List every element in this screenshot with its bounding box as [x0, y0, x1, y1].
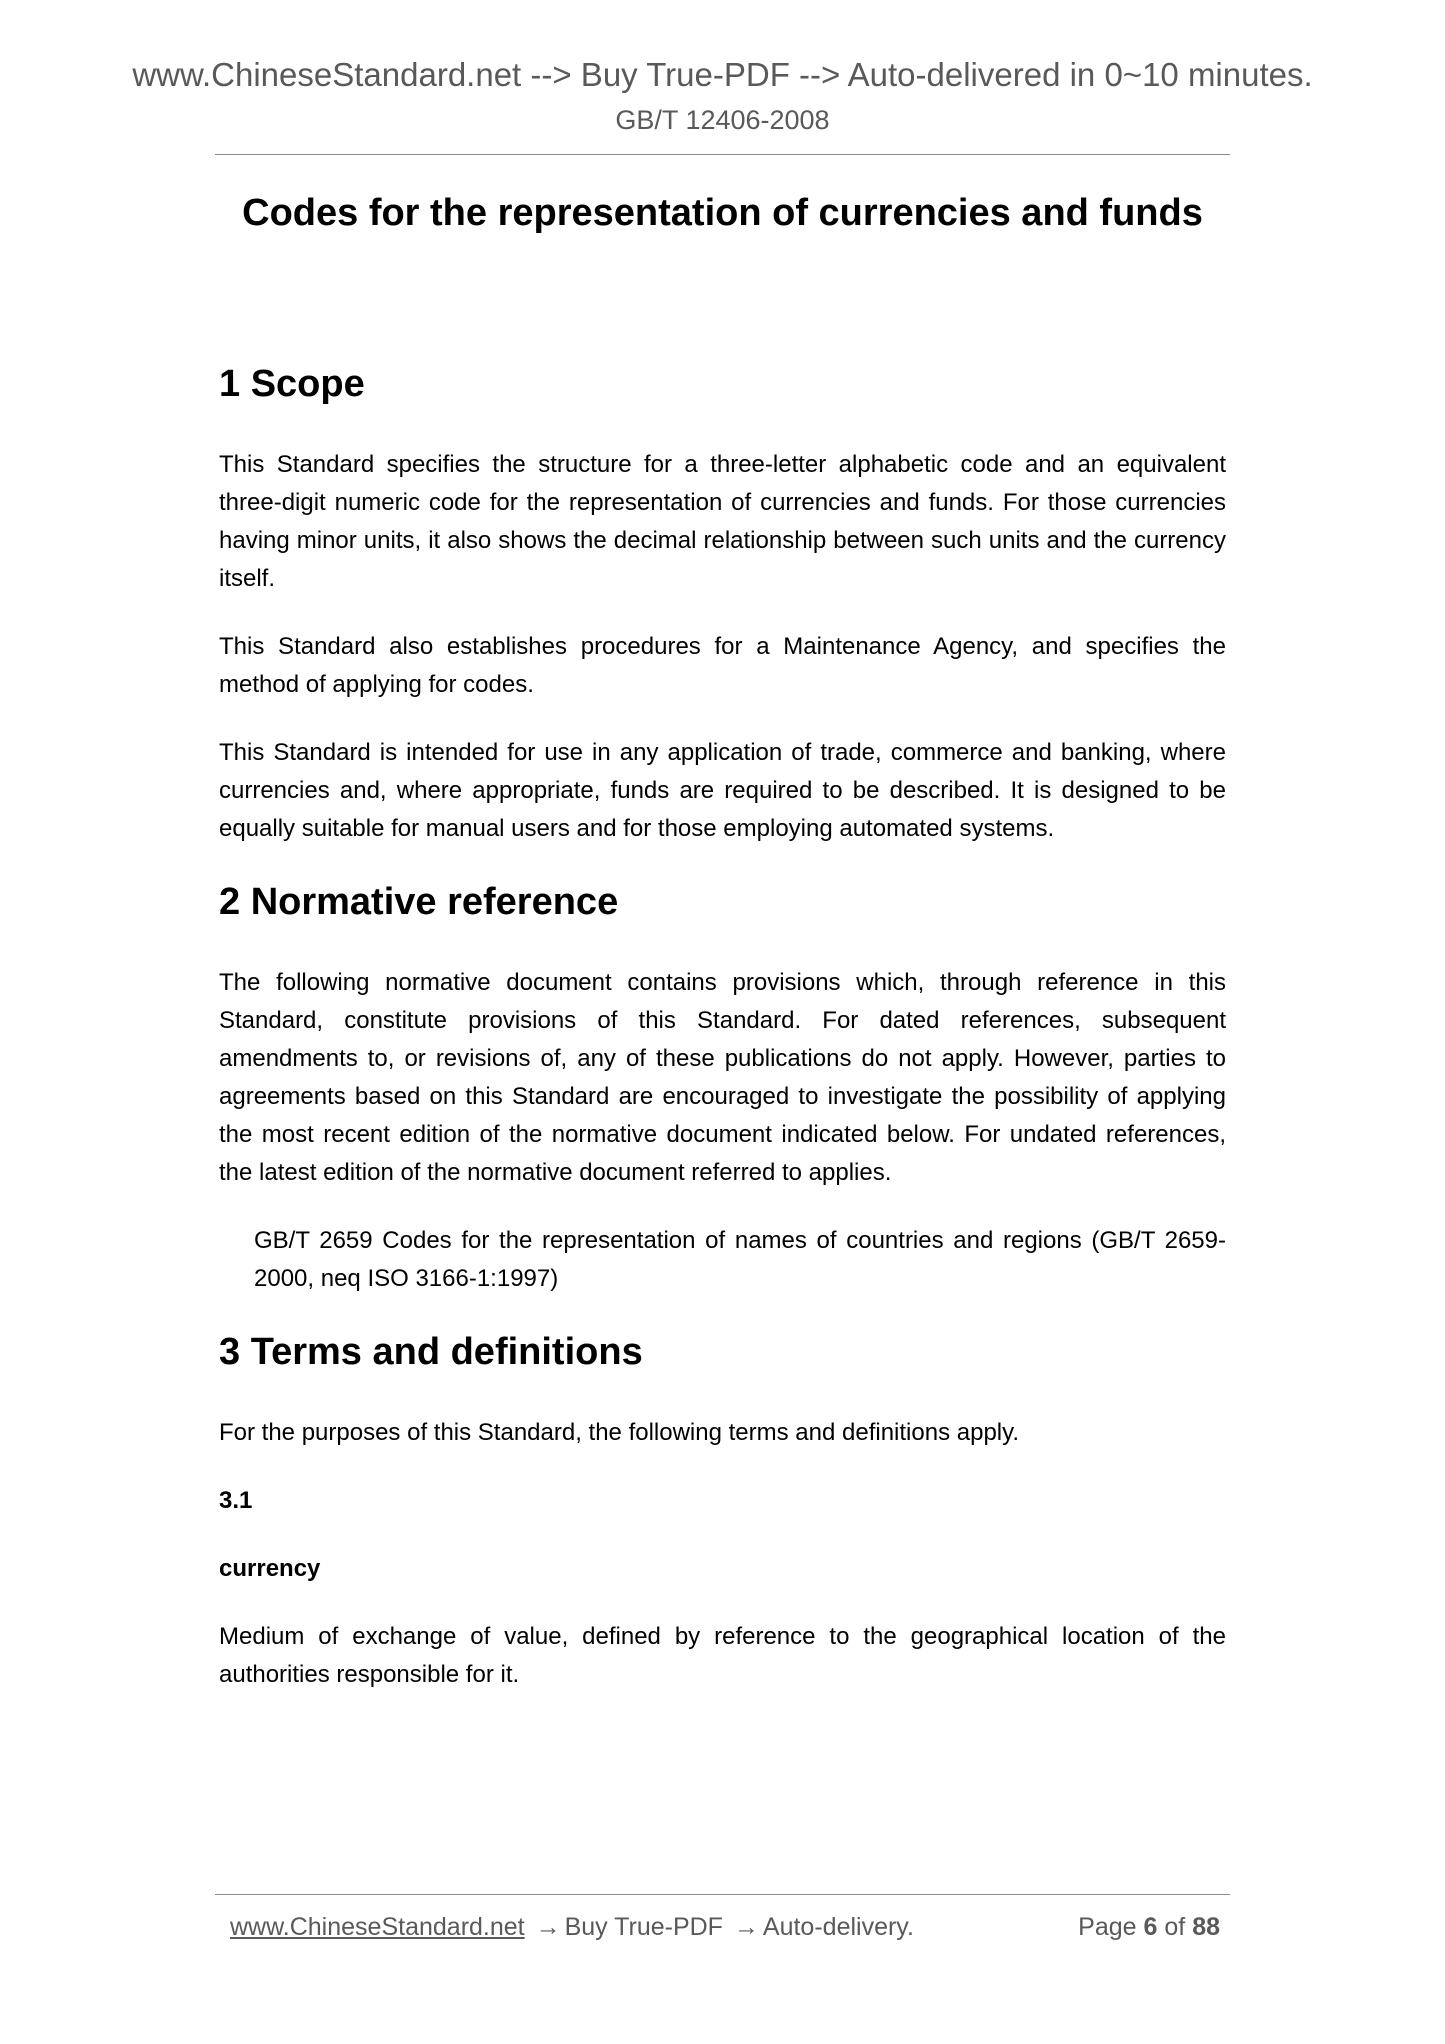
term-number: 3.1 [219, 1487, 253, 1514]
document-body [219, 360, 1226, 1724]
document-title: Codes for the representation of currencies and funds [242, 192, 1203, 234]
footer-site-link[interactable]: www.ChineseStandard.net [230, 1913, 525, 1941]
term-name: currency [219, 1555, 321, 1582]
header-divider [215, 154, 1230, 155]
section-heading-scope: 1 Scope [219, 363, 365, 405]
section-heading-normative-reference: 2 Normative reference [219, 881, 619, 923]
term-definition: Medium of exchange of value, defined by reference to the geographical location of the authorities responsible for it. [219, 1623, 1226, 1688]
page-of: of [1164, 1913, 1186, 1941]
section-heading-terms: 3 Terms and definitions [219, 1331, 643, 1373]
footer-left [230, 1908, 914, 1946]
page-total: 88 [1192, 1913, 1220, 1941]
normative-reference-item: GB/T 2659 Codes for the representation of names of countries and regions (GB/T 2659-2000, neq ISO 3166-1:1997) [254, 1227, 1226, 1292]
footer-divider [215, 1894, 1230, 1895]
footer-buy-text: Buy True-PDF [564, 1913, 723, 1941]
scope-paragraph-2: This Standard also establishes procedures for a Maintenance Agency, and specifies the method of applying for codes. [219, 633, 1226, 698]
page-label: Page [1078, 1913, 1137, 1941]
scope-paragraph-3: This Standard is intended for use in any application of trade, commerce and banking, where currencies and, where appropriate, funds are required to be described. It is designed to be equally suitable for manual users and for those employing automated systems. [219, 739, 1226, 842]
footer-delivery-text: Auto-delivery. [762, 1913, 914, 1941]
page-current: 6 [1143, 1913, 1158, 1941]
page-footer [230, 1908, 1220, 1948]
standard-code: GB/T 12406-2008 [615, 105, 830, 135]
right-arrow-icon: → [535, 1913, 561, 1941]
normative-paragraph: The following normative document contains provisions which, through reference in this Standard, constitute provisions of this Standard. For dated references, subsequent amendments to, or revisions of, any of these publications do not apply. However, parties to agreements based on this Standard are encouraged to investigate the possibility of applying the most recent edition of the normative document indicated below. For undated references, the latest edition of the normative document referred to applies. [219, 969, 1226, 1186]
terms-intro: For the purposes of this Standard, the following terms and definitions apply. [219, 1419, 1020, 1446]
page-number [1078, 1908, 1220, 1946]
scope-paragraph-1: This Standard specifies the structure for a three-letter alphabetic code and an equivalent three-digit numeric code for the representation of currencies and funds. For those currencies having minor units, it also shows the decimal relationship between such units and the currency itself. [219, 451, 1226, 592]
right-arrow-icon: → [733, 1913, 759, 1941]
header-banner: www.ChineseStandard.net --> Buy True-PDF --> Auto-delivered in 0~10 minutes. [132, 56, 1313, 93]
